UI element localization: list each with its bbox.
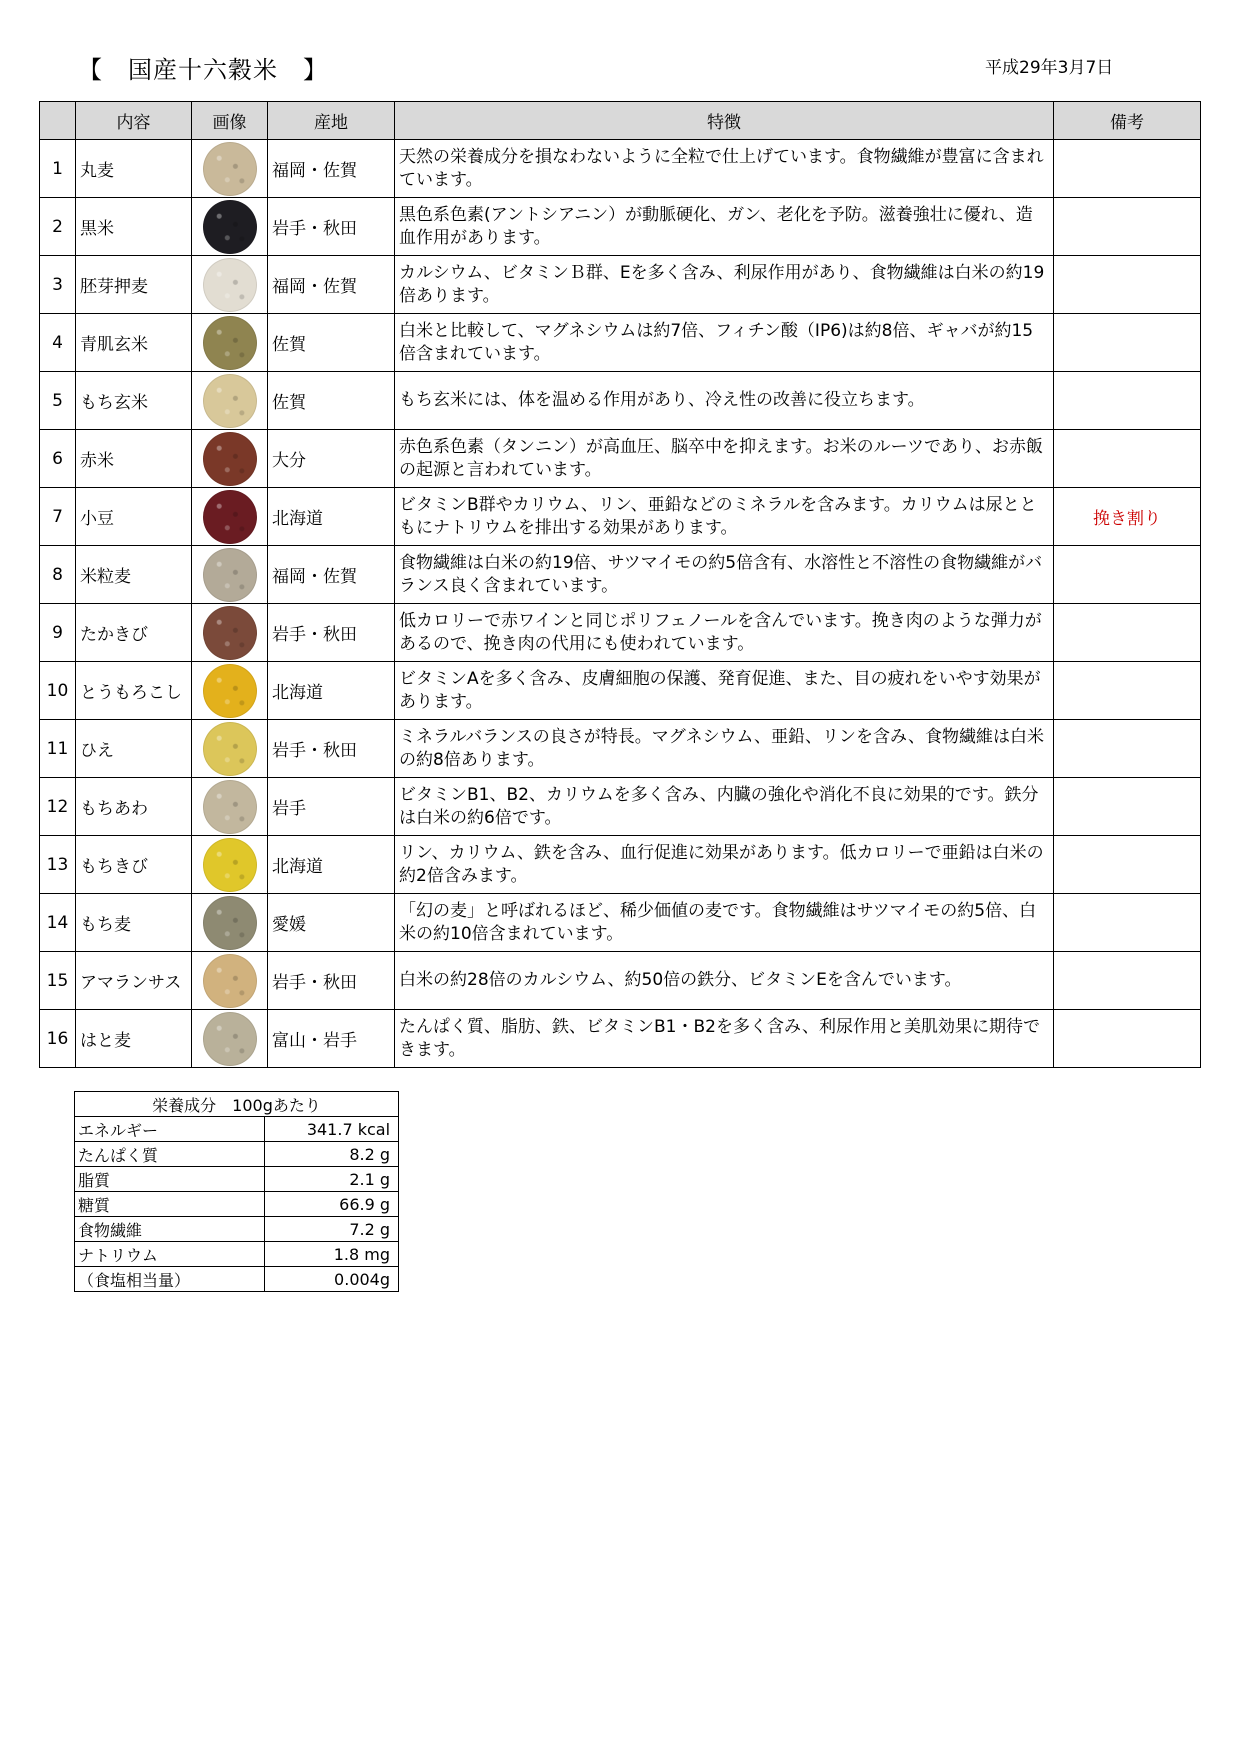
table-row [40, 198, 1201, 256]
grain-name: もちきび [76, 836, 192, 894]
header-note: 備考 [1054, 102, 1201, 140]
grain-feature: カルシウム、ビタミンＢ群、Eを多く含み、利尿作用があり、食物繊維は白米の約19倍あります。 [395, 256, 1054, 314]
grain-name: 青肌玄米 [76, 314, 192, 372]
row-number: 10 [40, 662, 76, 720]
grain-origin: 岩手・秋田 [268, 604, 395, 662]
table-row [40, 952, 1201, 1010]
nutrition-row [75, 1217, 399, 1242]
grain-note [1054, 430, 1201, 488]
grain-table [39, 101, 1201, 1068]
grain-image-cell [192, 488, 268, 546]
grain-name: はと麦 [76, 1010, 192, 1068]
barnyard-millet-icon [203, 722, 257, 776]
row-number: 3 [40, 256, 76, 314]
table-row [40, 1010, 1201, 1068]
grain-name: たかきび [76, 604, 192, 662]
grain-note [1054, 778, 1201, 836]
grain-feature: ビタミンAを多く含み、皮膚細胞の保護、発育促進、また、目の疲れをいやす効果があります。 [395, 662, 1054, 720]
grain-name: ひえ [76, 720, 192, 778]
grain-origin: 北海道 [268, 836, 395, 894]
row-number: 7 [40, 488, 76, 546]
grain-origin: 岩手・秋田 [268, 720, 395, 778]
header-image: 画像 [192, 102, 268, 140]
grain-feature: ビタミンB群やカリウム、リン、亜鉛などのミネラルを含みます。カリウムは尿とともにナトリウムを排出する効果があります。 [395, 488, 1054, 546]
header-origin: 産地 [268, 102, 395, 140]
grain-image-cell [192, 604, 268, 662]
grain-note [1054, 1010, 1201, 1068]
page-title: 【 国産十六穀米 】 [78, 56, 328, 84]
nutrition-value: 2.1 g [265, 1167, 399, 1192]
header-no [40, 102, 76, 140]
grain-name: 丸麦 [76, 140, 192, 198]
row-number: 11 [40, 720, 76, 778]
row-number: 12 [40, 778, 76, 836]
row-number: 8 [40, 546, 76, 604]
grain-origin: 北海道 [268, 488, 395, 546]
row-number: 13 [40, 836, 76, 894]
grain-note [1054, 372, 1201, 430]
table-row [40, 314, 1201, 372]
grain-feature: 白米と比較して、マグネシウムは約7倍、フィチン酸（IP6)は約8倍、ギャバが約15倍含まれています。 [395, 314, 1054, 372]
row-number: 6 [40, 430, 76, 488]
document-date: 平成29年3月7日 [985, 58, 1114, 78]
grain-origin: 福岡・佐賀 [268, 140, 395, 198]
nutrition-value: 0.004g [265, 1267, 399, 1292]
barley-grain-icon [203, 142, 257, 196]
grain-name: もち麦 [76, 894, 192, 952]
grain-feature: ビタミンB1、B2、カリウムを多く含み、内臓の強化や消化不良に効果的です。鉄分は白米の約6倍です。 [395, 778, 1054, 836]
grain-note [1054, 198, 1201, 256]
grain-origin: 岩手 [268, 778, 395, 836]
grain-feature: リン、カリウム、鉄を含み、血行促進に効果があります。低カロリーで亜鉛は白米の約2倍含みます。 [395, 836, 1054, 894]
table-row [40, 430, 1201, 488]
grain-name: 黒米 [76, 198, 192, 256]
grain-note [1054, 894, 1201, 952]
nutrition-value: 7.2 g [265, 1217, 399, 1242]
nutrition-header: 栄養成分 100gあたり [75, 1092, 399, 1117]
grain-image-cell [192, 314, 268, 372]
grain-name: 赤米 [76, 430, 192, 488]
grain-origin: 福岡・佐賀 [268, 256, 395, 314]
grain-origin: 岩手・秋田 [268, 198, 395, 256]
table-row [40, 372, 1201, 430]
grain-note [1054, 720, 1201, 778]
grain-name: 胚芽押麦 [76, 256, 192, 314]
green-brown-rice-icon [203, 316, 257, 370]
grain-feature: ミネラルバランスの良さが特長。マグネシウム、亜鉛、リンを含み、食物繊維は白米の約8倍あります。 [395, 720, 1054, 778]
header-content: 内容 [76, 102, 192, 140]
waxy-barley-icon [203, 896, 257, 950]
grain-note [1054, 140, 1201, 198]
nutrition-row [75, 1267, 399, 1292]
nutrition-value: 8.2 g [265, 1142, 399, 1167]
nutrition-label: たんぱく質 [75, 1142, 265, 1167]
grain-origin: 大分 [268, 430, 395, 488]
corn-icon [203, 664, 257, 718]
grain-origin: 富山・岩手 [268, 1010, 395, 1068]
grain-feature: 赤色系色素（タンニン）が高血圧、脳卒中を抑えます。お米のルーツであり、お赤飯の起源と言われています。 [395, 430, 1054, 488]
grain-note [1054, 546, 1201, 604]
grain-feature: 食物繊維は白米の約19倍、サツマイモの約5倍含有、水溶性と不溶性の食物繊維がバランス良く含まれています。 [395, 546, 1054, 604]
table-row [40, 604, 1201, 662]
nutrition-label: 糖質 [75, 1192, 265, 1217]
rice-barley-icon [203, 548, 257, 602]
grain-image-cell [192, 546, 268, 604]
table-row [40, 894, 1201, 952]
sorghum-icon [203, 606, 257, 660]
table-row [40, 140, 1201, 198]
grain-origin: 北海道 [268, 662, 395, 720]
nutrition-table [74, 1091, 399, 1292]
grain-name: 小豆 [76, 488, 192, 546]
grain-name: アマランサス [76, 952, 192, 1010]
table-header-row [40, 102, 1201, 140]
nutrition-value: 1.8 mg [265, 1242, 399, 1267]
grain-image-cell [192, 1010, 268, 1068]
grain-image-cell [192, 778, 268, 836]
row-number: 9 [40, 604, 76, 662]
grain-image-cell [192, 198, 268, 256]
table-row [40, 720, 1201, 778]
nutrition-header-row [75, 1092, 399, 1117]
nutrition-label: 食物繊維 [75, 1217, 265, 1242]
grain-image-cell [192, 836, 268, 894]
red-rice-icon [203, 432, 257, 486]
row-number: 14 [40, 894, 76, 952]
grain-name: もちあわ [76, 778, 192, 836]
glutinous-brown-rice-icon [203, 374, 257, 428]
row-number: 15 [40, 952, 76, 1010]
table-row [40, 256, 1201, 314]
grain-image-cell [192, 372, 268, 430]
nutrition-row [75, 1192, 399, 1217]
table-row [40, 488, 1201, 546]
grain-image-cell [192, 720, 268, 778]
nutrition-row [75, 1117, 399, 1142]
grain-note [1054, 314, 1201, 372]
black-rice-icon [203, 200, 257, 254]
grain-table-body [40, 140, 1201, 1068]
nutrition-row [75, 1167, 399, 1192]
nutrition-row [75, 1242, 399, 1267]
nutrition-table-body [75, 1092, 399, 1292]
grain-name: 米粒麦 [76, 546, 192, 604]
grain-origin: 愛媛 [268, 894, 395, 952]
row-number: 16 [40, 1010, 76, 1068]
row-number: 4 [40, 314, 76, 372]
table-row [40, 546, 1201, 604]
grain-note [1054, 662, 1201, 720]
grain-image-cell [192, 430, 268, 488]
grain-origin: 岩手・秋田 [268, 952, 395, 1010]
row-number: 2 [40, 198, 76, 256]
table-row [40, 778, 1201, 836]
row-number: 1 [40, 140, 76, 198]
grain-feature: 低カロリーで赤ワインと同じポリフェノールを含んでいます。挽き肉のような弾力があるので、挽き肉の代用にも使われています。 [395, 604, 1054, 662]
table-row [40, 836, 1201, 894]
grain-name: とうもろこし [76, 662, 192, 720]
grain-feature: 白米の約28倍のカルシウム、約50倍の鉄分、ビタミンEを含んでいます。 [395, 952, 1054, 1010]
grain-note [1054, 604, 1201, 662]
job-tears-icon [203, 1012, 257, 1066]
nutrition-label: ナトリウム [75, 1242, 265, 1267]
pressed-barley-icon [203, 258, 257, 312]
nutrition-label: （食塩相当量） [75, 1267, 265, 1292]
grain-origin: 佐賀 [268, 372, 395, 430]
grain-name: もち玄米 [76, 372, 192, 430]
nutrition-row [75, 1142, 399, 1167]
grain-feature: もち玄米には、体を温める作用があり、冷え性の改善に役立ちます。 [395, 372, 1054, 430]
grain-origin: 福岡・佐賀 [268, 546, 395, 604]
grain-image-cell [192, 256, 268, 314]
azuki-bean-icon [203, 490, 257, 544]
grain-feature: 「幻の麦」と呼ばれるほど、稀少価値の麦です。食物繊維はサツマイモの約5倍、白米の約10倍含まれています。 [395, 894, 1054, 952]
foxtail-millet-icon [203, 780, 257, 834]
nutrition-value: 341.7 kcal [265, 1117, 399, 1142]
grain-note [1054, 952, 1201, 1010]
amaranth-icon [203, 954, 257, 1008]
table-row [40, 662, 1201, 720]
header-feature: 特徴 [395, 102, 1054, 140]
grain-origin: 佐賀 [268, 314, 395, 372]
proso-millet-icon [203, 838, 257, 892]
nutrition-label: エネルギー [75, 1117, 265, 1142]
grain-feature: 天然の栄養成分を損なわないように全粒で仕上げています。食物繊維が豊富に含まれています。 [395, 140, 1054, 198]
grain-image-cell [192, 894, 268, 952]
grain-image-cell [192, 952, 268, 1010]
grain-image-cell [192, 140, 268, 198]
grain-image-cell [192, 662, 268, 720]
row-number: 5 [40, 372, 76, 430]
grain-note [1054, 836, 1201, 894]
grain-feature: たんぱく質、脂肪、鉄、ビタミンB1・B2を多く含み、利尿作用と美肌効果に期待できます。 [395, 1010, 1054, 1068]
nutrition-value: 66.9 g [265, 1192, 399, 1217]
grain-feature: 黒色系色素(アントシアニン）が動脈硬化、ガン、老化を予防。滋養強壮に優れ、造血作用があります。 [395, 198, 1054, 256]
nutrition-label: 脂質 [75, 1167, 265, 1192]
grain-note [1054, 256, 1201, 314]
grain-note: 挽き割り [1054, 488, 1201, 546]
